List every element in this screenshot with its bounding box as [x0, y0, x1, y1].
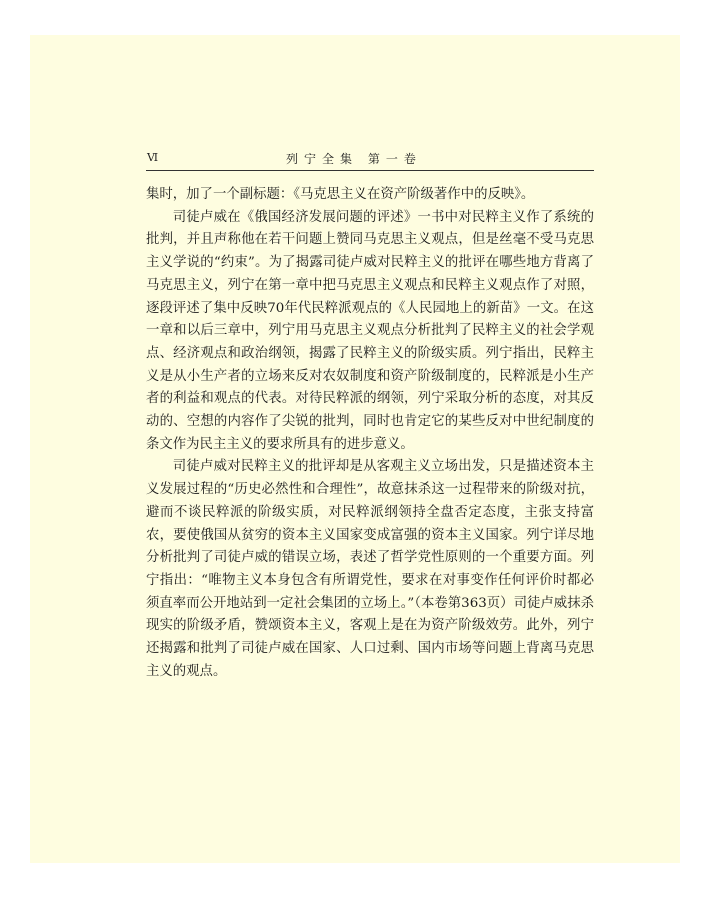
book-page	[30, 35, 680, 863]
running-title: 列宁全集 第一卷	[286, 152, 422, 166]
page-number: Ⅵ	[147, 152, 159, 164]
body-text	[146, 184, 594, 683]
paragraph: 司徒卢威在《俄国经济发展问题的评述》一书中对民粹主义作了系统的批判，并且声称他在若干问题上赞同马克思主义观点，但是丝毫不受马克思主义学说的“约束”。为了揭露司徒卢威对民粹主义的批评在哪些地方背离了马克思主义，列宁在第一章中把马克思主义观点和民粹主义观点作了对照，逐段评述了集中反映70年代民粹派观点的《人民园地上的新苗》一文。在这一章和以后三章中，列宁用马克思主义观点分析批判了民粹主义的社会学观点、经济观点和政治纲领，揭露了民粹主义的阶级实质。列宁指出，民粹主义是从小生产者的立场来反对农奴制度和资产阶级制度的，民粹派是小生产者的利益和观点的代表。对待民粹派的纲领，列宁采取分析的态度，对其反动的、空想的内容作了尖锐的批判，同时也肯定它的某些反对中世纪制度的条文作为民主主义的要求所具有的进步意义。	[146, 209, 594, 452]
paragraph-continued: 集时，加了一个副标题：《马克思主义在资产阶级著作中的反映》。	[146, 187, 535, 202]
paragraph: 司徒卢威对民粹主义的批评却是从客观主义立场出发，只是描述资本主义发展过程的“历史必然性和合理性”，故意抹杀这一过程带来的阶级对抗，避而不谈民粹派的阶级实质，对民粹派纲领持全盘否定态度，主张支持富农，要使俄国从贫穷的资本主义国家变成富强的资本主义国家。列宁详尽地分析批判了司徒卢威的错误立场，表述了哲学党性原则的一个重要方面。列宁指出：“唯物主义本身包含有所谓党性，要求在对事变作任何评价时都必须直率而公开地站到一定社会集团的立场上。”（本卷第363页）司徒卢威抹杀现实的阶级矛盾，赞颂资本主义，客观上是在为资产阶级效劳。此外，列宁还揭露和批判了司徒卢威在国家、人口过剩、国内市场等问题上背离马克思主义的观点。	[146, 459, 594, 679]
page-header	[146, 148, 594, 171]
